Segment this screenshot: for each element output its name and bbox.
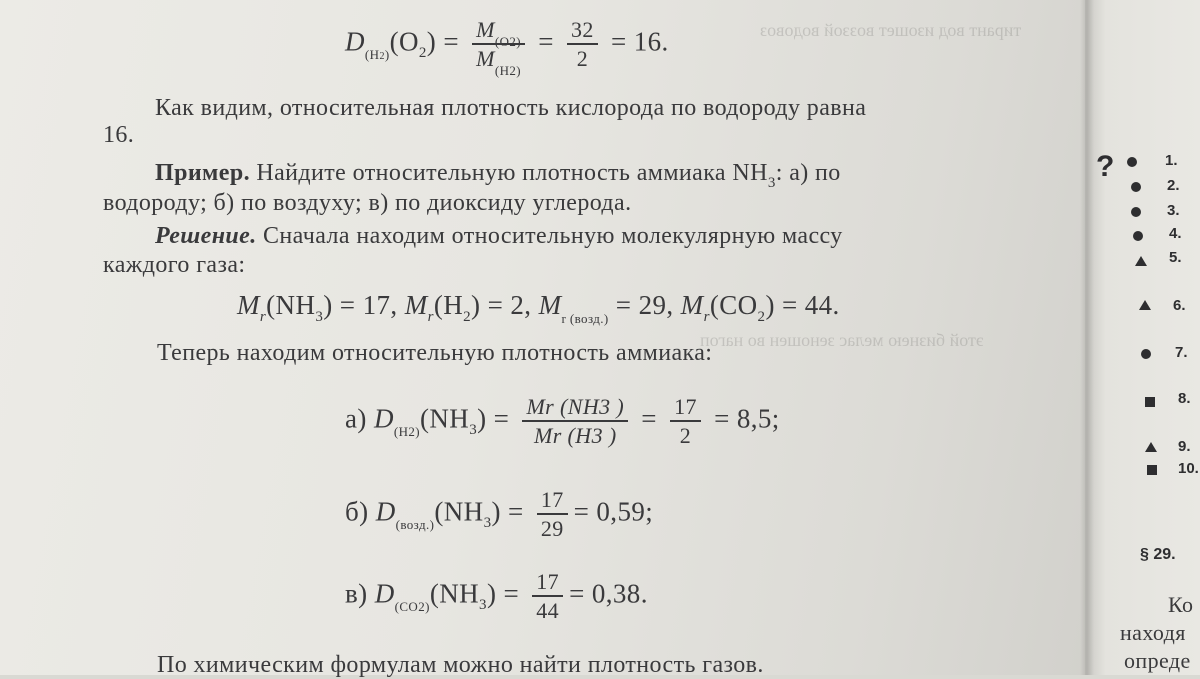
- eq-a-eq: =: [641, 403, 657, 434]
- formula-top-num: M: [476, 17, 495, 42]
- para1-line1: Как видим, относительная плотность кислорода по водороду равна: [155, 95, 867, 121]
- eq-b-d: D: [375, 496, 396, 527]
- margin-word-2: находя: [1120, 620, 1186, 645]
- formula-top-d: D: [345, 26, 365, 57]
- eq-a-f-den: 2: [679, 423, 692, 449]
- formula-top-eq2: =: [538, 26, 554, 57]
- example-line2: водороду; б) по воздуху; в) по диоксиду углерода.: [103, 190, 632, 216]
- eq-b-close: ) =: [491, 496, 524, 527]
- eq-v-arg: (NH: [429, 578, 480, 609]
- equation-v: [345, 570, 648, 622]
- eq-a-result: = 8,5;: [714, 403, 780, 434]
- show-through-text: тирант вод изошет воззой водовоз: [760, 20, 1022, 40]
- solution-line2: каждого газа:: [103, 252, 246, 278]
- mass-2-val: ) = 2,: [471, 290, 539, 320]
- example-text: Найдите относительную плотность аммиака NH: [250, 160, 768, 186]
- margin-item-7: 7.: [1175, 344, 1188, 361]
- eq-a-label: а): [345, 403, 374, 434]
- formula-top-sub-close: ): [384, 47, 390, 63]
- mass-2-idx: 2: [463, 309, 472, 325]
- mass-3-sub: r (возд.): [561, 311, 609, 326]
- solution-label: Решение.: [155, 223, 257, 249]
- margin-item-8: 8.: [1178, 390, 1191, 407]
- triangle-bullet-icon: [1135, 256, 1147, 266]
- bottom-line: По химическим формулам можно найти плотность газов.: [157, 652, 764, 678]
- mass-2-sub: r: [427, 309, 434, 325]
- circle-bullet-icon: [1127, 157, 1137, 167]
- formula-top-f2-num: 32: [567, 18, 598, 45]
- eq-b-arg: (NH: [434, 496, 484, 527]
- adjacent-page: [1085, 0, 1200, 675]
- mass-4-m: M: [680, 290, 704, 320]
- circle-bullet-icon: [1131, 207, 1141, 217]
- question-mark-icon: ?: [1096, 150, 1115, 183]
- equation-a: [345, 395, 780, 447]
- eq-v-label: в): [345, 578, 375, 609]
- margin-item-9: 9.: [1178, 438, 1191, 455]
- formula-top-eq: =: [443, 26, 459, 57]
- mass-4-rest: (CO: [709, 290, 758, 320]
- eq-v-sub: (CO2): [394, 599, 430, 615]
- eq-a-f-num: 17: [670, 395, 701, 422]
- eq-b-sub: (возд.): [395, 517, 435, 533]
- mass-4-val: ) = 44.: [765, 290, 840, 320]
- circle-bullet-icon: [1131, 182, 1141, 192]
- section-number: § 29.: [1140, 546, 1176, 563]
- square-bullet-icon: [1147, 465, 1157, 475]
- eq-b-f-num: 17: [537, 488, 568, 515]
- formula-top-f2-den: 2: [576, 46, 589, 72]
- eq-b-label: б): [345, 496, 376, 527]
- triangle-bullet-icon: [1139, 300, 1151, 310]
- margin-item-6: 6.: [1173, 297, 1186, 314]
- solution-text: Сначала находим относительную молекулярную массу: [256, 223, 843, 249]
- eq-v-f-num: 17: [532, 570, 563, 597]
- equation-b: [345, 488, 653, 540]
- para1-line2: 16.: [103, 122, 135, 148]
- circle-bullet-icon: [1141, 349, 1151, 359]
- formula-top: [345, 17, 669, 79]
- eq-a-sub: (H2): [393, 424, 420, 440]
- formula-top-fraction-2: [567, 18, 598, 70]
- mass-1-m: M: [237, 290, 260, 320]
- eq-a-arg: (NH: [420, 403, 470, 434]
- example-end: : а) по: [775, 160, 841, 186]
- mass-1-idx: 3: [315, 309, 324, 325]
- eq-b-result: = 0,59;: [573, 496, 654, 527]
- formula-top-arg: (O: [389, 26, 419, 57]
- eq-v-result: = 0,38.: [569, 578, 648, 609]
- margin-word-3: опреде: [1124, 648, 1191, 673]
- eq-a-fraction-2: [670, 395, 701, 447]
- margin-item-5: 5.: [1169, 249, 1182, 266]
- formula-top-fraction: [472, 17, 525, 79]
- show-through-text: этой бизнею мелас зеношен во нагоп: [700, 330, 984, 350]
- mass-2-rest: (H: [433, 290, 464, 320]
- eq-a-close: ) =: [477, 403, 510, 434]
- formula-top-num-sub: (O2): [494, 34, 522, 49]
- eq-a-fraction: [522, 395, 628, 447]
- eq-a-num: Mr (NH3 ): [522, 395, 628, 422]
- eq-b-fraction: [537, 488, 568, 540]
- eq-v-d: D: [374, 578, 395, 609]
- eq-v-f-den: 44: [536, 598, 560, 624]
- masses-line: [237, 290, 840, 326]
- eq-a-den: Mr (H3 ): [533, 423, 617, 449]
- formula-top-sub-2: 2: [379, 51, 385, 63]
- margin-item-10: 10.: [1178, 460, 1199, 477]
- margin-item-2: 2.: [1167, 177, 1180, 194]
- eq-v-close: ) =: [486, 578, 520, 609]
- example-label: Пример.: [155, 160, 250, 186]
- mass-2-m: M: [404, 290, 428, 320]
- eq-b-f-den: 29: [540, 516, 564, 542]
- para2: Теперь находим относительную плотность аммиака:: [157, 340, 713, 366]
- solution-line1: [155, 223, 843, 250]
- example-sub: 3: [767, 175, 776, 191]
- square-bullet-icon: [1145, 397, 1155, 407]
- mass-1-val: ) = 17,: [323, 290, 405, 320]
- formula-top-den-sub: (H2): [494, 63, 522, 79]
- eq-a-idx: 3: [469, 422, 478, 439]
- triangle-bullet-icon: [1145, 442, 1157, 452]
- margin-item-4: 4.: [1169, 225, 1182, 242]
- circle-bullet-icon: [1133, 231, 1143, 241]
- eq-v-idx: 3: [479, 597, 487, 614]
- formula-top-arg-2: 2: [418, 45, 427, 62]
- mass-4-idx: 2: [757, 309, 766, 325]
- margin-word-1: Ко: [1168, 592, 1194, 617]
- page-fold: [1080, 0, 1094, 675]
- formula-top-den: M: [476, 46, 495, 72]
- margin-item-1: 1.: [1165, 152, 1178, 169]
- eq-a-d: D: [373, 403, 394, 434]
- mass-4-sub: r: [703, 309, 710, 325]
- formula-top-arg-close: ): [426, 26, 437, 57]
- margin-item-3: 3.: [1167, 202, 1180, 219]
- eq-v-fraction: [532, 570, 563, 622]
- mass-1-sub: r: [259, 309, 267, 325]
- eq-b-idx: 3: [483, 515, 492, 532]
- formula-top-result: = 16.: [610, 26, 669, 57]
- mass-3-val: = 29,: [608, 290, 681, 320]
- mass-3-m: M: [538, 290, 562, 320]
- formula-top-sub: (H: [364, 47, 380, 63]
- example-line1: [155, 160, 841, 191]
- mass-1-rest: (NH: [266, 290, 316, 320]
